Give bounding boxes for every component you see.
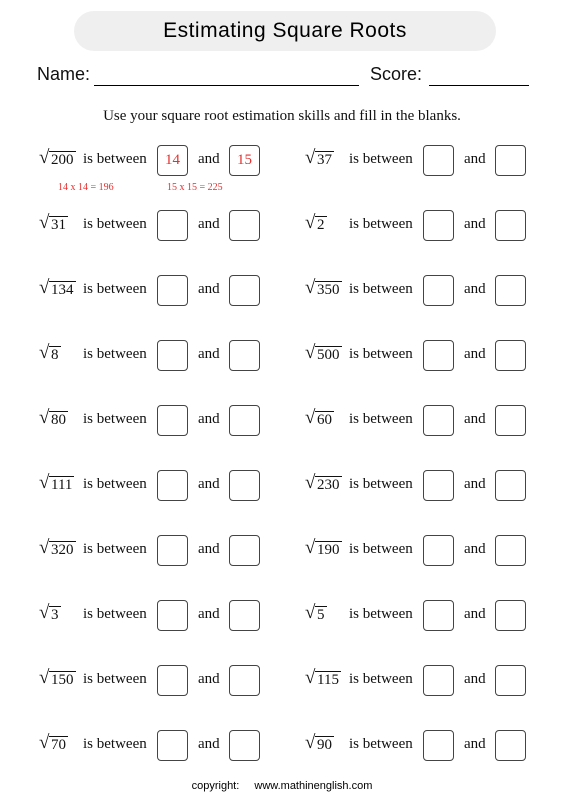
radicand: 5 xyxy=(317,607,325,623)
problem-row xyxy=(39,340,299,374)
upper-bound-box[interactable] xyxy=(495,600,526,631)
radical-icon: √ xyxy=(305,667,316,688)
name-score-row xyxy=(37,64,534,88)
instructions: Use your square root estimation skills and fill in the blanks. xyxy=(103,108,461,124)
lower-bound-box[interactable] xyxy=(157,600,188,631)
radicand: 31 xyxy=(51,217,66,233)
is-between-label: is between xyxy=(349,476,413,492)
radicand: 70 xyxy=(51,737,66,753)
is-between-label: is between xyxy=(83,736,147,752)
is-between-label: is between xyxy=(349,346,413,362)
lower-bound-box[interactable]: 14 xyxy=(157,145,188,176)
upper-bound-box[interactable] xyxy=(495,210,526,241)
upper-bound-box[interactable] xyxy=(229,340,260,371)
radicand: 200 xyxy=(51,152,74,168)
score-label: Score: xyxy=(370,64,423,84)
radicand: 90 xyxy=(317,737,332,753)
radical-icon: √ xyxy=(305,732,316,753)
lower-bound-box[interactable] xyxy=(423,730,454,761)
problem-row xyxy=(39,275,299,309)
radicand: 2 xyxy=(317,217,325,233)
name-blank[interactable] xyxy=(94,85,359,86)
lower-bound-box[interactable] xyxy=(157,470,188,501)
problem-row xyxy=(39,665,299,699)
is-between-label: is between xyxy=(83,541,147,557)
radicand: 230 xyxy=(317,477,340,493)
radical-icon: √ xyxy=(305,277,316,298)
problem-row xyxy=(39,600,299,634)
is-between-label: is between xyxy=(83,151,147,167)
is-between-label: is between xyxy=(83,476,147,492)
is-between-label: is between xyxy=(83,346,147,362)
is-between-label: is between xyxy=(349,736,413,752)
and-label: and xyxy=(464,411,486,427)
lower-bound-box[interactable] xyxy=(157,535,188,566)
is-between-label: is between xyxy=(83,671,147,687)
is-between-label: is between xyxy=(349,151,413,167)
problem-row xyxy=(305,600,564,634)
lower-bound-box[interactable] xyxy=(157,730,188,761)
and-label: and xyxy=(464,281,486,297)
lower-bound-box[interactable] xyxy=(423,470,454,501)
is-between-label: is between xyxy=(349,281,413,297)
upper-bound-box[interactable] xyxy=(495,405,526,436)
copyright-label: copyright: xyxy=(191,780,240,792)
is-between-label: is between xyxy=(83,216,147,232)
radical-icon: √ xyxy=(39,537,50,558)
lower-bound-box[interactable] xyxy=(423,340,454,371)
is-between-label: is between xyxy=(349,671,413,687)
radicand: 60 xyxy=(317,412,332,428)
radical-icon: √ xyxy=(305,537,316,558)
is-between-label: is between xyxy=(349,606,413,622)
lower-bound-box[interactable] xyxy=(423,600,454,631)
upper-bound-box[interactable] xyxy=(495,730,526,761)
radicand: 8 xyxy=(51,347,59,363)
upper-bound-box[interactable]: 15 xyxy=(229,145,260,176)
lower-bound-box[interactable] xyxy=(157,340,188,371)
radical-icon: √ xyxy=(39,277,50,298)
upper-bound-box[interactable] xyxy=(495,535,526,566)
problem-row xyxy=(39,535,299,569)
problem-row xyxy=(305,535,564,569)
lower-bound-box[interactable] xyxy=(423,210,454,241)
radicand: 134 xyxy=(51,282,74,298)
radicand: 150 xyxy=(51,672,74,688)
worksheet-title: Estimating Square Roots xyxy=(74,11,496,51)
problem-row xyxy=(39,210,299,244)
upper-bound-box[interactable] xyxy=(495,275,526,306)
problem-row xyxy=(305,340,564,374)
upper-bound-box[interactable] xyxy=(495,145,526,176)
upper-bound-box[interactable] xyxy=(229,470,260,501)
and-label: and xyxy=(464,541,486,557)
upper-bound-box[interactable] xyxy=(229,275,260,306)
radical-icon: √ xyxy=(39,472,50,493)
problem-row xyxy=(305,730,564,764)
example-hint-2: 15 x 15 = 225 xyxy=(167,182,223,193)
lower-bound-box[interactable] xyxy=(157,210,188,241)
radical-icon: √ xyxy=(305,212,316,233)
radical-icon: √ xyxy=(305,472,316,493)
example-hint-1: 14 x 14 = 196 xyxy=(58,182,114,193)
problem-row xyxy=(39,145,299,179)
and-label: and xyxy=(464,216,486,232)
lower-bound-box[interactable] xyxy=(157,405,188,436)
and-label: and xyxy=(198,411,220,427)
is-between-label: is between xyxy=(349,216,413,232)
is-between-label: is between xyxy=(349,541,413,557)
lower-bound-box[interactable] xyxy=(423,665,454,696)
and-label: and xyxy=(198,346,220,362)
problem-row xyxy=(39,730,299,764)
and-label: and xyxy=(198,541,220,557)
is-between-label: is between xyxy=(83,411,147,427)
problem-row xyxy=(39,405,299,439)
radical-icon: √ xyxy=(39,407,50,428)
and-label: and xyxy=(464,736,486,752)
and-label: and xyxy=(464,151,486,167)
lower-bound-box[interactable] xyxy=(423,535,454,566)
problem-row xyxy=(39,470,299,504)
and-label: and xyxy=(198,216,220,232)
radicand: 37 xyxy=(317,152,332,168)
problem-row xyxy=(305,665,564,699)
upper-bound-box[interactable] xyxy=(229,405,260,436)
radical-icon: √ xyxy=(39,732,50,753)
radicand: 3 xyxy=(51,607,59,623)
lower-bound-box[interactable] xyxy=(423,275,454,306)
and-label: and xyxy=(198,281,220,297)
radical-icon: √ xyxy=(305,602,316,623)
upper-bound-box[interactable] xyxy=(229,535,260,566)
lower-bound-box[interactable] xyxy=(157,275,188,306)
radicand: 80 xyxy=(51,412,66,428)
radicand: 320 xyxy=(51,542,74,558)
radical-icon: √ xyxy=(39,667,50,688)
and-label: and xyxy=(198,671,220,687)
problem-row xyxy=(305,145,564,179)
and-label: and xyxy=(464,606,486,622)
upper-bound-box[interactable] xyxy=(495,470,526,501)
upper-bound-box[interactable] xyxy=(495,340,526,371)
lower-bound-box[interactable] xyxy=(157,665,188,696)
name-label: Name: xyxy=(37,64,91,84)
radicand: 350 xyxy=(317,282,340,298)
and-label: and xyxy=(464,346,486,362)
upper-bound-box[interactable] xyxy=(229,600,260,631)
radicand: 190 xyxy=(317,542,340,558)
footer xyxy=(0,780,564,792)
website-link[interactable]: www.mathinenglish.com xyxy=(254,780,373,792)
radical-icon: √ xyxy=(39,342,50,363)
radicand: 111 xyxy=(51,477,73,493)
radical-icon: √ xyxy=(305,342,316,363)
lower-bound-box[interactable] xyxy=(423,145,454,176)
and-label: and xyxy=(198,476,220,492)
radical-icon: √ xyxy=(39,147,50,168)
radical-icon: √ xyxy=(39,212,50,233)
is-between-label: is between xyxy=(83,606,147,622)
problem-row xyxy=(305,470,564,504)
and-label: and xyxy=(198,736,220,752)
upper-bound-box[interactable] xyxy=(229,210,260,241)
radical-icon: √ xyxy=(305,407,316,428)
radical-icon: √ xyxy=(305,147,316,168)
problem-row xyxy=(305,405,564,439)
upper-bound-box[interactable] xyxy=(229,730,260,761)
radicand: 115 xyxy=(317,672,339,688)
upper-bound-box[interactable] xyxy=(495,665,526,696)
problem-row xyxy=(305,210,564,244)
and-label: and xyxy=(464,671,486,687)
problem-row xyxy=(305,275,564,309)
and-label: and xyxy=(198,606,220,622)
upper-bound-box[interactable] xyxy=(229,665,260,696)
is-between-label: is between xyxy=(349,411,413,427)
lower-bound-box[interactable] xyxy=(423,405,454,436)
radical-icon: √ xyxy=(39,602,50,623)
and-label: and xyxy=(198,151,220,167)
is-between-label: is between xyxy=(83,281,147,297)
and-label: and xyxy=(464,476,486,492)
score-blank[interactable] xyxy=(429,85,529,86)
radicand: 500 xyxy=(317,347,340,363)
